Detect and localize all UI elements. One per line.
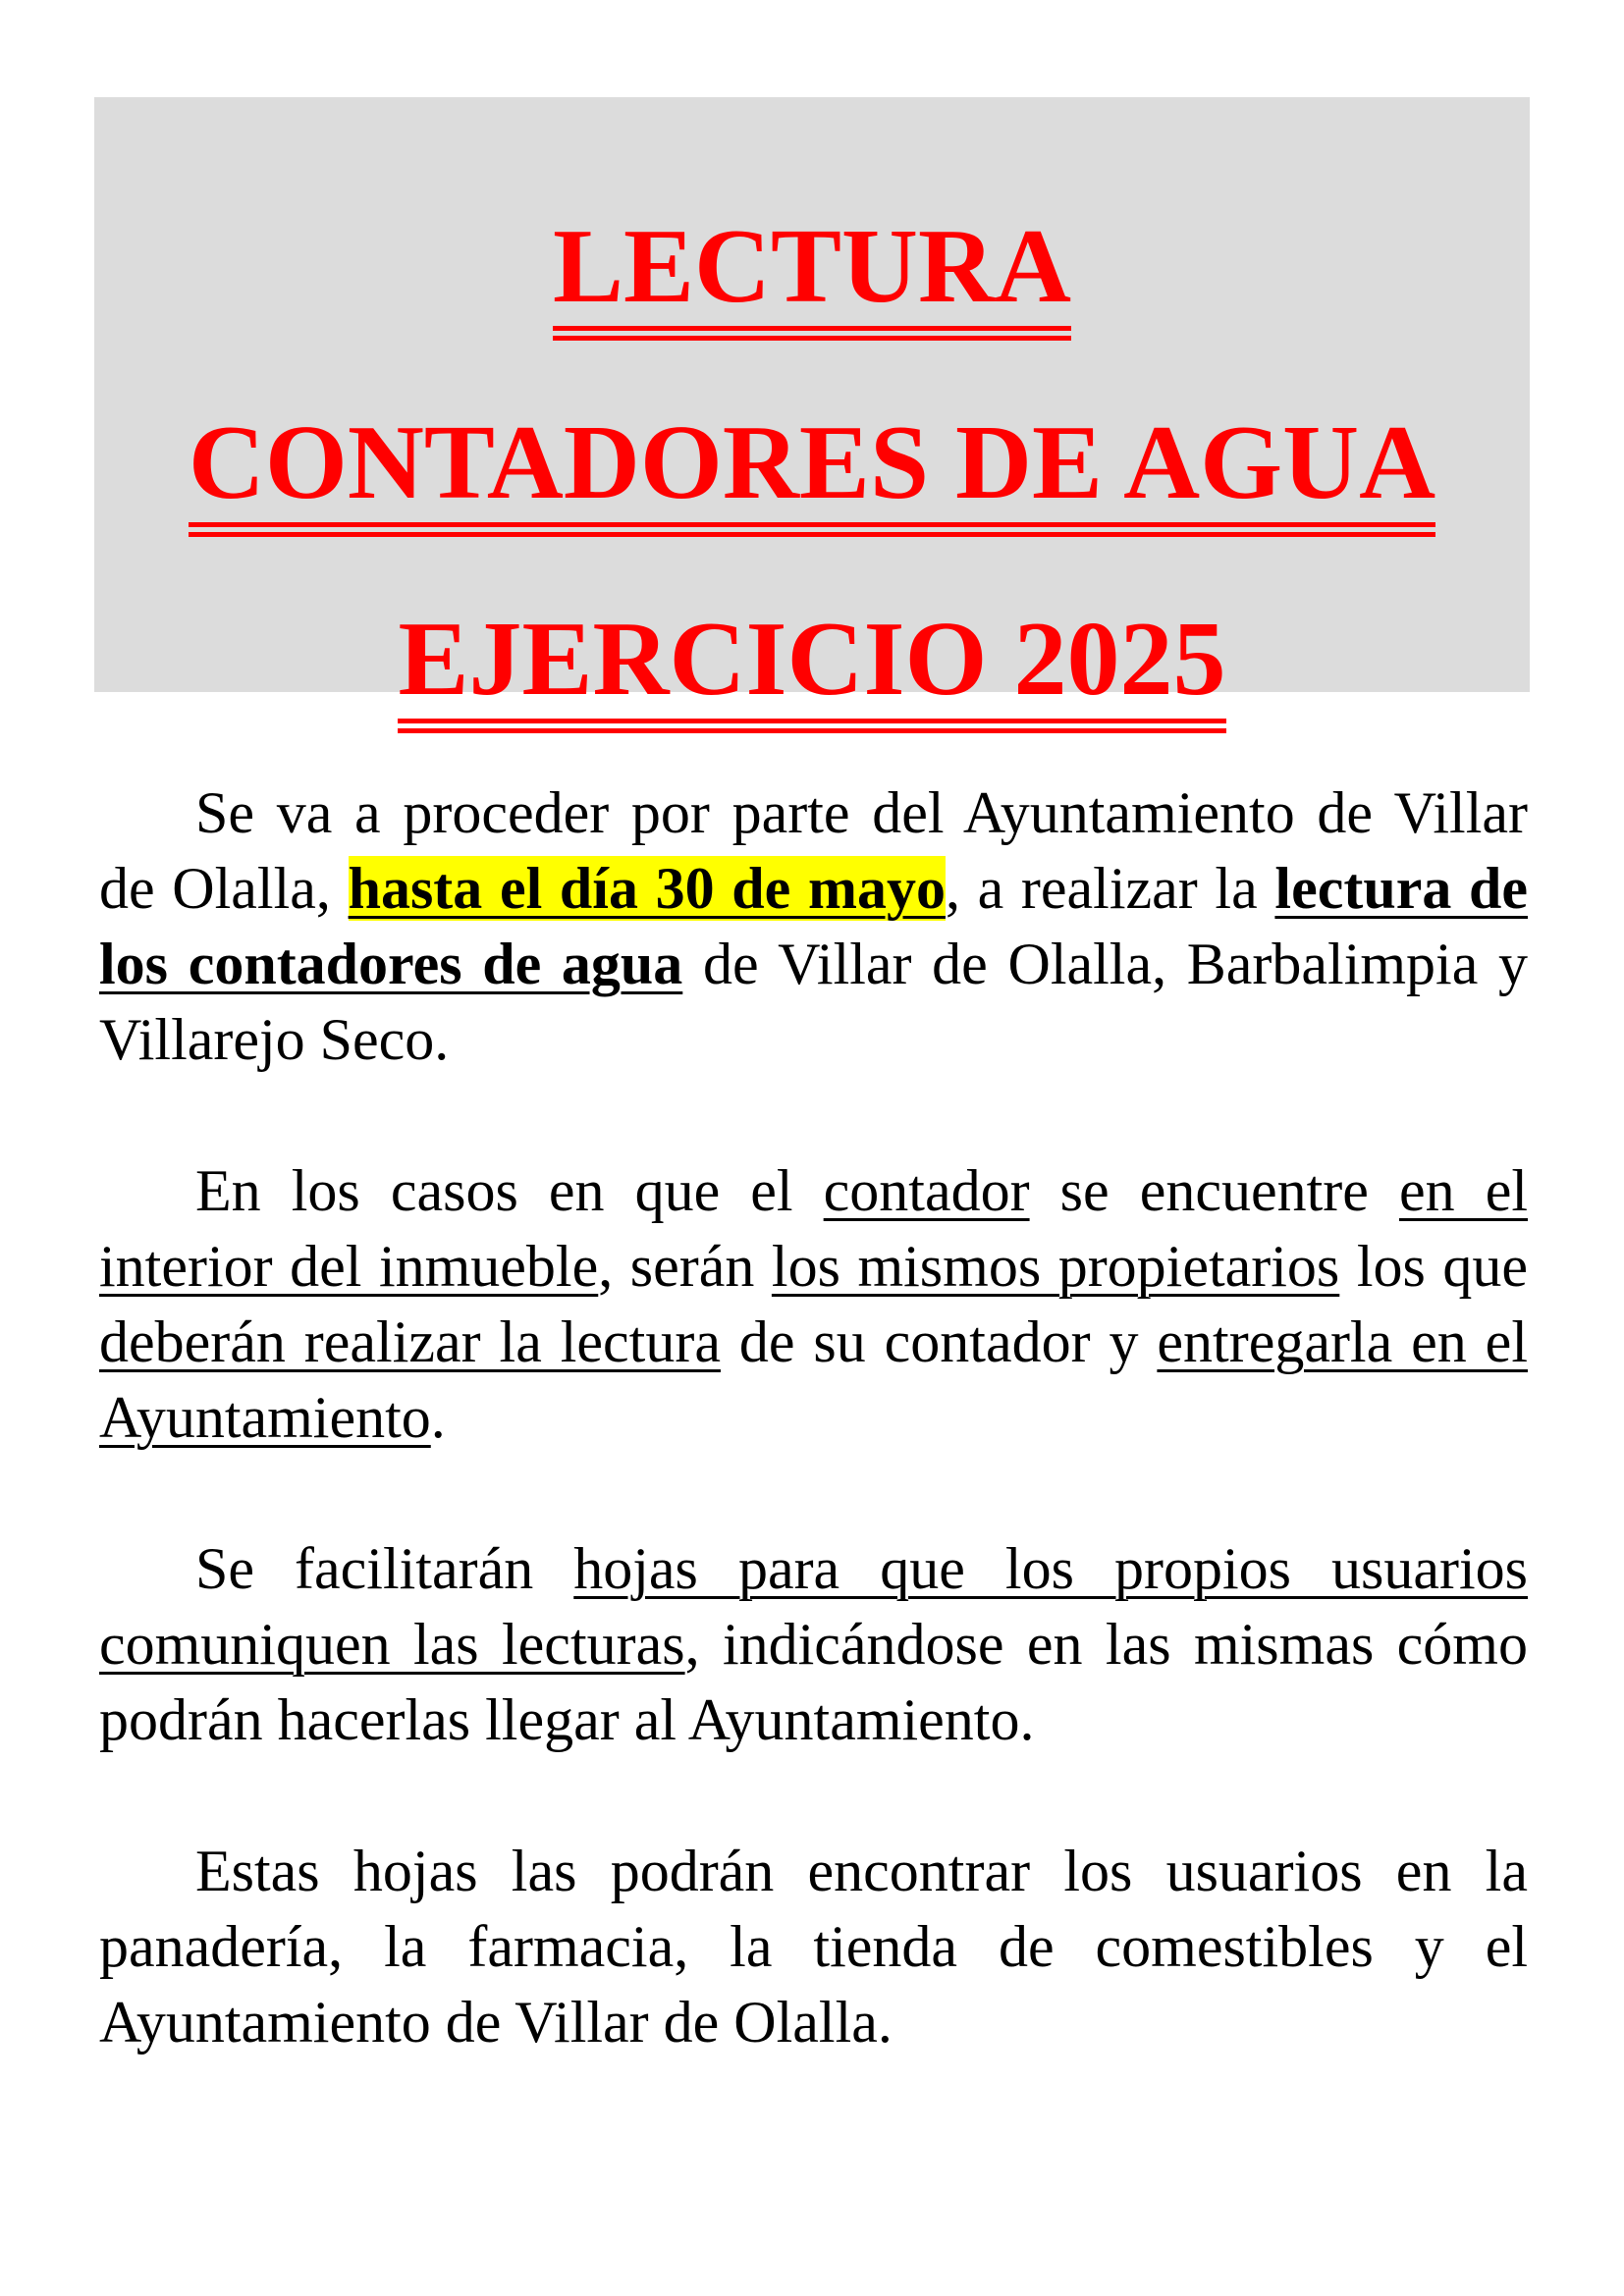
- title-text-3: EJERCICIO 2025: [398, 596, 1225, 725]
- p2-text-7: los que: [1339, 1234, 1528, 1299]
- title-text-2: CONTADORES DE AGUA: [189, 400, 1435, 529]
- paragraph-2: [99, 1153, 1528, 1456]
- paragraph-4: [99, 1834, 1528, 2060]
- p2-underline-entregarla: entregarla en el Ayuntamiento: [99, 1309, 1528, 1450]
- p2-text-9: de su contador y: [720, 1309, 1158, 1374]
- p3-underline-hojas: hojas para que los propios usuarios comuniquen las lecturas: [99, 1536, 1528, 1677]
- deadline-highlight: hasta el día 30 de mayo: [348, 856, 946, 921]
- title-line-3: [94, 596, 1530, 725]
- title-line-2: [94, 400, 1530, 529]
- p1-text-3: , a realizar la: [945, 856, 1275, 921]
- p3-text-1: Se facilitarán: [195, 1536, 574, 1601]
- p2-text-3: se encuentre: [1029, 1158, 1399, 1223]
- p2-text-11: .: [430, 1385, 446, 1450]
- p4-text-1: Estas hojas las podrán encontrar los usuarios en la panadería, la farmacia, la tienda de comestibles y el Ayuntamiento de Villar de Olalla.: [99, 1839, 1528, 2055]
- reading-emphasis: lectura de los contadores de agua: [99, 856, 1528, 996]
- title-box: [94, 97, 1530, 718]
- title-line-1: [94, 203, 1530, 333]
- p1-text-5: de Villar de Olalla, Barbalimpia y Villarejo Seco.: [99, 932, 1529, 1072]
- p2-underline-lectura: deberán realizar la lectura: [99, 1309, 721, 1374]
- p2-underline-propietarios: los mismos propietarios: [771, 1234, 1340, 1299]
- p2-text-5: , serán: [598, 1234, 772, 1299]
- title-text-1: LECTURA: [553, 203, 1071, 333]
- p2-text-1: En los casos en que el: [195, 1158, 824, 1223]
- p2-underline-interior: en el interior del inmueble: [99, 1158, 1528, 1299]
- p1-text-1: Se va a proceder por parte del Ayuntamiento de Villar de Olalla,: [99, 780, 1528, 921]
- notice-body: [99, 775, 1528, 2136]
- p2-underline-contador: contador: [823, 1158, 1030, 1223]
- paragraph-1: [99, 775, 1528, 1078]
- p3-text-3: , indicándose en las mismas cómo podrán hacerlas llegar al Ayuntamiento.: [99, 1612, 1528, 1752]
- paragraph-3: [99, 1531, 1528, 1758]
